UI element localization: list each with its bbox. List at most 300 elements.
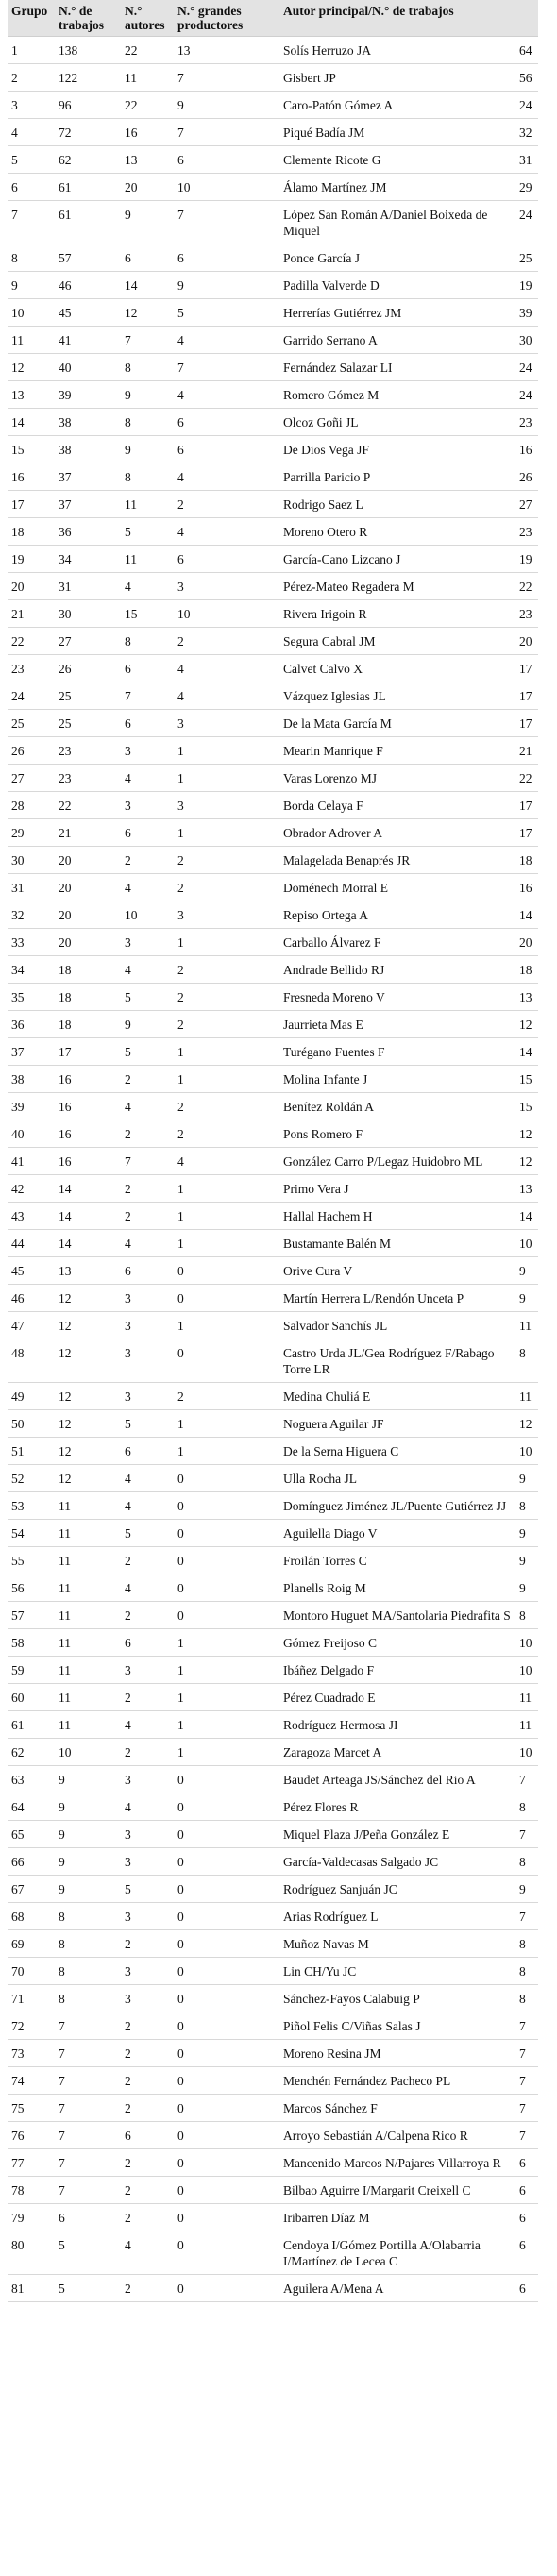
cell-group: 46 [8, 1285, 55, 1312]
cell-num-papers: 9 [55, 1821, 121, 1848]
cell-num-authors: 3 [121, 1312, 174, 1339]
cell-main-author: Muñoz Navas M [279, 1930, 515, 1958]
cell-main-author: De la Serna Higuera C [279, 1438, 515, 1465]
cell-main-author: Primo Vera J [279, 1175, 515, 1203]
cell-num-authors: 14 [121, 272, 174, 299]
cell-main-author-count: 7 [515, 2095, 538, 2122]
cell-num-papers: 22 [55, 792, 121, 819]
cell-num-authors: 4 [121, 1574, 174, 1602]
cell-main-author-count: 29 [515, 174, 538, 201]
cell-num-large-producers: 1 [174, 1230, 279, 1257]
table-row [8, 1821, 538, 1848]
cell-group: 22 [8, 628, 55, 655]
cell-main-author: Menchén Fernández Pacheco PL [279, 2067, 515, 2095]
cell-main-author: Álamo Martínez JM [279, 174, 515, 201]
cell-main-author: De la Mata García M [279, 710, 515, 737]
cell-group: 33 [8, 929, 55, 956]
cell-main-author-count: 10 [515, 1739, 538, 1766]
cell-main-author-count: 7 [515, 2067, 538, 2095]
cell-group: 18 [8, 518, 55, 546]
cell-main-author: Repiso Ortega A [279, 901, 515, 929]
table-row [8, 491, 538, 518]
cell-num-authors: 4 [121, 573, 174, 600]
cell-num-authors: 9 [121, 381, 174, 409]
research-groups-table [8, 0, 538, 2302]
cell-num-authors: 20 [121, 174, 174, 201]
table-row [8, 1066, 538, 1093]
cell-main-author: Domínguez Jiménez JL/Puente Gutiérrez JJ [279, 1492, 515, 1520]
table-row [8, 682, 538, 710]
table-row [8, 1257, 538, 1285]
cell-num-authors: 16 [121, 119, 174, 146]
table-row [8, 710, 538, 737]
cell-num-large-producers: 0 [174, 2122, 279, 2149]
cell-num-large-producers: 3 [174, 573, 279, 600]
cell-num-papers: 41 [55, 327, 121, 354]
cell-num-authors: 4 [121, 765, 174, 792]
cell-num-papers: 16 [55, 1066, 121, 1093]
cell-main-author: Malagelada Benaprés JR [279, 847, 515, 874]
cell-main-author-count: 27 [515, 491, 538, 518]
cell-num-large-producers: 4 [174, 518, 279, 546]
cell-num-large-producers: 2 [174, 847, 279, 874]
cell-num-authors: 11 [121, 64, 174, 92]
cell-main-author-count: 17 [515, 682, 538, 710]
cell-main-author-count: 15 [515, 1066, 538, 1093]
cell-main-author-count: 11 [515, 1383, 538, 1410]
cell-main-author: Fresneda Moreno V [279, 984, 515, 1011]
cell-main-author-count: 64 [515, 37, 538, 64]
cell-num-papers: 12 [55, 1312, 121, 1339]
cell-num-large-producers: 0 [174, 1821, 279, 1848]
cell-main-author: Montoro Huguet MA/Santolaria Piedrafita S [279, 1602, 515, 1629]
cell-num-authors: 7 [121, 682, 174, 710]
table-row [8, 381, 538, 409]
cell-num-large-producers: 3 [174, 710, 279, 737]
cell-num-large-producers: 1 [174, 1038, 279, 1066]
cell-main-author: Rodríguez Hermosa JI [279, 1711, 515, 1739]
cell-num-large-producers: 0 [174, 1848, 279, 1876]
cell-group: 51 [8, 1438, 55, 1465]
cell-main-author-count: 8 [515, 1339, 538, 1383]
cell-num-authors: 6 [121, 1629, 174, 1657]
cell-num-large-producers: 4 [174, 463, 279, 491]
cell-num-large-producers: 2 [174, 491, 279, 518]
cell-main-author-count: 8 [515, 1793, 538, 1821]
cell-num-papers: 14 [55, 1230, 121, 1257]
cell-main-author: Hallal Hachem H [279, 1203, 515, 1230]
cell-num-papers: 38 [55, 436, 121, 463]
cell-num-large-producers: 5 [174, 299, 279, 327]
table-row [8, 2275, 538, 2302]
cell-num-authors: 4 [121, 1492, 174, 1520]
header-group: Grupo [8, 0, 55, 37]
table-row [8, 847, 538, 874]
cell-num-papers: 11 [55, 1629, 121, 1657]
table-row [8, 546, 538, 573]
cell-main-author: Parrilla Paricio P [279, 463, 515, 491]
cell-main-author: Ponce García J [279, 244, 515, 272]
cell-group: 31 [8, 874, 55, 901]
cell-group: 12 [8, 354, 55, 381]
cell-group: 41 [8, 1148, 55, 1175]
table-row [8, 792, 538, 819]
cell-num-papers: 14 [55, 1175, 121, 1203]
cell-num-papers: 61 [55, 174, 121, 201]
cell-group: 58 [8, 1629, 55, 1657]
cell-main-author: Olcoz Goñi JL [279, 409, 515, 436]
cell-num-papers: 31 [55, 573, 121, 600]
cell-group: 76 [8, 2122, 55, 2149]
cell-num-large-producers: 2 [174, 956, 279, 984]
table-row [8, 2095, 538, 2122]
cell-num-large-producers: 9 [174, 92, 279, 119]
cell-num-large-producers: 6 [174, 546, 279, 573]
cell-group: 8 [8, 244, 55, 272]
cell-num-papers: 11 [55, 1711, 121, 1739]
cell-num-papers: 12 [55, 1285, 121, 1312]
cell-num-authors: 2 [121, 2012, 174, 2040]
table-row [8, 1766, 538, 1793]
cell-main-author-count: 10 [515, 1657, 538, 1684]
table-row [8, 984, 538, 1011]
table-row [8, 409, 538, 436]
cell-group: 54 [8, 1520, 55, 1547]
cell-main-author-count: 17 [515, 710, 538, 737]
cell-main-author-count: 9 [515, 1520, 538, 1547]
cell-num-large-producers: 0 [174, 1520, 279, 1547]
cell-num-papers: 11 [55, 1520, 121, 1547]
cell-num-large-producers: 0 [174, 1339, 279, 1383]
cell-num-authors: 2 [121, 2067, 174, 2095]
cell-main-author: Moreno Otero R [279, 518, 515, 546]
cell-num-papers: 9 [55, 1766, 121, 1793]
cell-main-author: Iribarren Díaz M [279, 2204, 515, 2231]
cell-num-authors: 5 [121, 1520, 174, 1547]
cell-main-author-count: 6 [515, 2177, 538, 2204]
cell-num-authors: 3 [121, 1821, 174, 1848]
cell-main-author-count: 10 [515, 1230, 538, 1257]
table-row [8, 600, 538, 628]
cell-main-author: Medina Chuliá E [279, 1383, 515, 1410]
cell-num-papers: 8 [55, 1985, 121, 2012]
cell-num-authors: 3 [121, 1903, 174, 1930]
cell-num-papers: 37 [55, 491, 121, 518]
cell-main-author-count: 21 [515, 737, 538, 765]
cell-num-authors: 3 [121, 1958, 174, 1985]
cell-group: 70 [8, 1958, 55, 1985]
table-row [8, 1711, 538, 1739]
cell-num-authors: 3 [121, 1985, 174, 2012]
cell-num-authors: 11 [121, 546, 174, 573]
cell-main-author: Lin CH/Yu JC [279, 1958, 515, 1985]
cell-main-author: Solís Herruzo JA [279, 37, 515, 64]
cell-main-author: Arroyo Sebastián A/Calpena Rico R [279, 2122, 515, 2149]
cell-num-papers: 18 [55, 984, 121, 1011]
cell-num-large-producers: 2 [174, 874, 279, 901]
cell-num-large-producers: 1 [174, 1203, 279, 1230]
cell-num-authors: 5 [121, 984, 174, 1011]
cell-num-large-producers: 0 [174, 2012, 279, 2040]
cell-group: 78 [8, 2177, 55, 2204]
cell-num-large-producers: 1 [174, 1175, 279, 1203]
header-num-large-producers: N.° grandes productores [174, 0, 279, 37]
cell-num-authors: 3 [121, 737, 174, 765]
cell-group: 65 [8, 1821, 55, 1848]
cell-group: 9 [8, 272, 55, 299]
cell-main-author-count: 10 [515, 1629, 538, 1657]
cell-num-large-producers: 1 [174, 1684, 279, 1711]
cell-group: 21 [8, 600, 55, 628]
cell-num-large-producers: 0 [174, 1985, 279, 2012]
cell-group: 5 [8, 146, 55, 174]
cell-main-author: Jaurrieta Mas E [279, 1011, 515, 1038]
cell-num-papers: 16 [55, 1148, 121, 1175]
cell-main-author-count: 7 [515, 1903, 538, 1930]
cell-num-authors: 6 [121, 1438, 174, 1465]
cell-group: 48 [8, 1339, 55, 1383]
cell-num-papers: 20 [55, 847, 121, 874]
table-row [8, 1903, 538, 1930]
cell-main-author-count: 39 [515, 299, 538, 327]
cell-num-papers: 37 [55, 463, 121, 491]
table-row [8, 874, 538, 901]
table-row [8, 2149, 538, 2177]
cell-num-large-producers: 6 [174, 146, 279, 174]
cell-main-author-count: 7 [515, 1821, 538, 1848]
cell-group: 30 [8, 847, 55, 874]
cell-num-authors: 9 [121, 436, 174, 463]
cell-num-authors: 2 [121, 2040, 174, 2067]
cell-main-author: Piñol Felis C/Viñas Salas J [279, 2012, 515, 2040]
cell-num-authors: 8 [121, 463, 174, 491]
cell-group: 1 [8, 37, 55, 64]
cell-group: 71 [8, 1985, 55, 2012]
cell-group: 61 [8, 1711, 55, 1739]
table-row [8, 901, 538, 929]
cell-num-papers: 72 [55, 119, 121, 146]
cell-num-papers: 7 [55, 2012, 121, 2040]
cell-main-author: Carballo Álvarez F [279, 929, 515, 956]
cell-main-author: Pons Romero F [279, 1120, 515, 1148]
cell-num-large-producers: 0 [174, 2095, 279, 2122]
cell-num-large-producers: 2 [174, 1093, 279, 1120]
cell-num-authors: 4 [121, 874, 174, 901]
cell-num-authors: 2 [121, 1175, 174, 1203]
table-row [8, 1547, 538, 1574]
cell-num-papers: 7 [55, 2040, 121, 2067]
cell-main-author-count: 11 [515, 1711, 538, 1739]
cell-num-authors: 3 [121, 1657, 174, 1684]
cell-main-author: Borda Celaya F [279, 792, 515, 819]
cell-group: 3 [8, 92, 55, 119]
cell-main-author: López San Román A/Daniel Boixeda de Miquel [279, 201, 515, 244]
cell-num-authors: 3 [121, 1383, 174, 1410]
cell-main-author: Ulla Rocha JL [279, 1465, 515, 1492]
cell-num-large-producers: 0 [174, 1465, 279, 1492]
cell-group: 56 [8, 1574, 55, 1602]
cell-main-author-count: 23 [515, 518, 538, 546]
cell-group: 13 [8, 381, 55, 409]
table-row [8, 146, 538, 174]
cell-main-author: Rodrigo Saez L [279, 491, 515, 518]
cell-main-author-count: 7 [515, 2040, 538, 2067]
cell-main-author: Aguilera A/Mena A [279, 2275, 515, 2302]
cell-main-author-count: 15 [515, 1093, 538, 1120]
cell-num-papers: 27 [55, 628, 121, 655]
cell-num-papers: 39 [55, 381, 121, 409]
cell-num-authors: 11 [121, 491, 174, 518]
cell-main-author: Baudet Arteaga JS/Sánchez del Rio A [279, 1766, 515, 1793]
cell-num-authors: 5 [121, 1876, 174, 1903]
cell-num-papers: 14 [55, 1203, 121, 1230]
cell-num-papers: 138 [55, 37, 121, 64]
cell-group: 29 [8, 819, 55, 847]
table-row [8, 174, 538, 201]
cell-num-large-producers: 4 [174, 327, 279, 354]
cell-num-papers: 45 [55, 299, 121, 327]
table-row [8, 1985, 538, 2012]
table-row [8, 1958, 538, 1985]
cell-num-papers: 9 [55, 1876, 121, 1903]
cell-num-papers: 96 [55, 92, 121, 119]
cell-num-large-producers: 7 [174, 119, 279, 146]
cell-num-papers: 16 [55, 1120, 121, 1148]
cell-num-authors: 4 [121, 1230, 174, 1257]
cell-num-authors: 9 [121, 201, 174, 244]
cell-main-author-count: 8 [515, 1930, 538, 1958]
cell-group: 62 [8, 1739, 55, 1766]
cell-num-papers: 25 [55, 682, 121, 710]
cell-num-large-producers: 2 [174, 1383, 279, 1410]
header-main-author: Autor principal/N.° de trabajos [279, 0, 515, 37]
cell-num-papers: 9 [55, 1848, 121, 1876]
cell-main-author-count: 17 [515, 792, 538, 819]
cell-main-author: Mancenido Marcos N/Pajares Villarroya R [279, 2149, 515, 2177]
cell-main-author-count: 25 [515, 244, 538, 272]
cell-group: 14 [8, 409, 55, 436]
cell-main-author: Herrerías Gutiérrez JM [279, 299, 515, 327]
cell-main-author-count: 7 [515, 1766, 538, 1793]
table-row [8, 1930, 538, 1958]
table-row [8, 655, 538, 682]
cell-num-papers: 57 [55, 244, 121, 272]
cell-main-author-count: 24 [515, 92, 538, 119]
cell-num-authors: 4 [121, 1093, 174, 1120]
cell-main-author: Ibáñez Delgado F [279, 1657, 515, 1684]
cell-main-author-count: 6 [515, 2231, 538, 2275]
cell-group: 36 [8, 1011, 55, 1038]
cell-group: 72 [8, 2012, 55, 2040]
cell-main-author-count: 9 [515, 1876, 538, 1903]
cell-num-papers: 10 [55, 1739, 121, 1766]
cell-main-author-count: 12 [515, 1410, 538, 1438]
table-row [8, 1383, 538, 1410]
cell-group: 35 [8, 984, 55, 1011]
cell-group: 28 [8, 792, 55, 819]
cell-main-author: Planells Roig M [279, 1574, 515, 1602]
cell-num-large-producers: 1 [174, 1739, 279, 1766]
cell-num-large-producers: 13 [174, 37, 279, 64]
cell-num-papers: 18 [55, 1011, 121, 1038]
cell-group: 11 [8, 327, 55, 354]
cell-num-large-producers: 4 [174, 1148, 279, 1175]
cell-main-author-count: 8 [515, 1985, 538, 2012]
cell-num-large-producers: 9 [174, 272, 279, 299]
cell-num-authors: 2 [121, 2204, 174, 2231]
cell-num-papers: 21 [55, 819, 121, 847]
cell-num-large-producers: 0 [174, 1492, 279, 1520]
cell-group: 43 [8, 1203, 55, 1230]
table-row [8, 2231, 538, 2275]
cell-group: 45 [8, 1257, 55, 1285]
cell-num-large-producers: 7 [174, 64, 279, 92]
cell-main-author-count: 24 [515, 354, 538, 381]
cell-main-author-count: 16 [515, 436, 538, 463]
table-row [8, 1848, 538, 1876]
table-row [8, 1093, 538, 1120]
cell-main-author-count: 8 [515, 1958, 538, 1985]
table-row [8, 1410, 538, 1438]
cell-main-author-count: 18 [515, 847, 538, 874]
table-row [8, 119, 538, 146]
cell-main-author-count: 20 [515, 628, 538, 655]
cell-group: 81 [8, 2275, 55, 2302]
cell-main-author: González Carro P/Legaz Huidobro ML [279, 1148, 515, 1175]
table-row [8, 1203, 538, 1230]
cell-num-authors: 3 [121, 929, 174, 956]
cell-group: 24 [8, 682, 55, 710]
cell-num-authors: 15 [121, 600, 174, 628]
table-body [8, 37, 538, 2302]
cell-num-large-producers: 3 [174, 901, 279, 929]
cell-group: 64 [8, 1793, 55, 1821]
cell-group: 15 [8, 436, 55, 463]
cell-num-papers: 30 [55, 600, 121, 628]
cell-num-large-producers: 1 [174, 1711, 279, 1739]
cell-num-papers: 13 [55, 1257, 121, 1285]
cell-group: 25 [8, 710, 55, 737]
cell-main-author-count: 24 [515, 381, 538, 409]
cell-main-author: Varas Lorenzo MJ [279, 765, 515, 792]
cell-main-author-count: 14 [515, 1038, 538, 1066]
cell-num-papers: 122 [55, 64, 121, 92]
cell-main-author: Bilbao Aguirre I/Margarit Creixell C [279, 2177, 515, 2204]
cell-num-papers: 11 [55, 1657, 121, 1684]
cell-group: 6 [8, 174, 55, 201]
cell-main-author: Gisbert JP [279, 64, 515, 92]
cell-num-papers: 18 [55, 956, 121, 984]
cell-main-author: Padilla Valverde D [279, 272, 515, 299]
cell-num-authors: 12 [121, 299, 174, 327]
cell-main-author: Martín Herrera L/Rendón Unceta P [279, 1285, 515, 1312]
cell-main-author: Piqué Badía JM [279, 119, 515, 146]
cell-num-papers: 8 [55, 1930, 121, 1958]
table-row [8, 299, 538, 327]
cell-num-authors: 2 [121, 1547, 174, 1574]
cell-num-papers: 12 [55, 1410, 121, 1438]
cell-main-author: De Dios Vega JF [279, 436, 515, 463]
cell-num-authors: 6 [121, 244, 174, 272]
cell-group: 53 [8, 1492, 55, 1520]
cell-num-authors: 2 [121, 1203, 174, 1230]
cell-group: 68 [8, 1903, 55, 1930]
table-row [8, 1175, 538, 1203]
cell-group: 55 [8, 1547, 55, 1574]
cell-num-papers: 46 [55, 272, 121, 299]
cell-main-author: Gómez Freijoso C [279, 1629, 515, 1657]
cell-main-author-count: 8 [515, 1492, 538, 1520]
